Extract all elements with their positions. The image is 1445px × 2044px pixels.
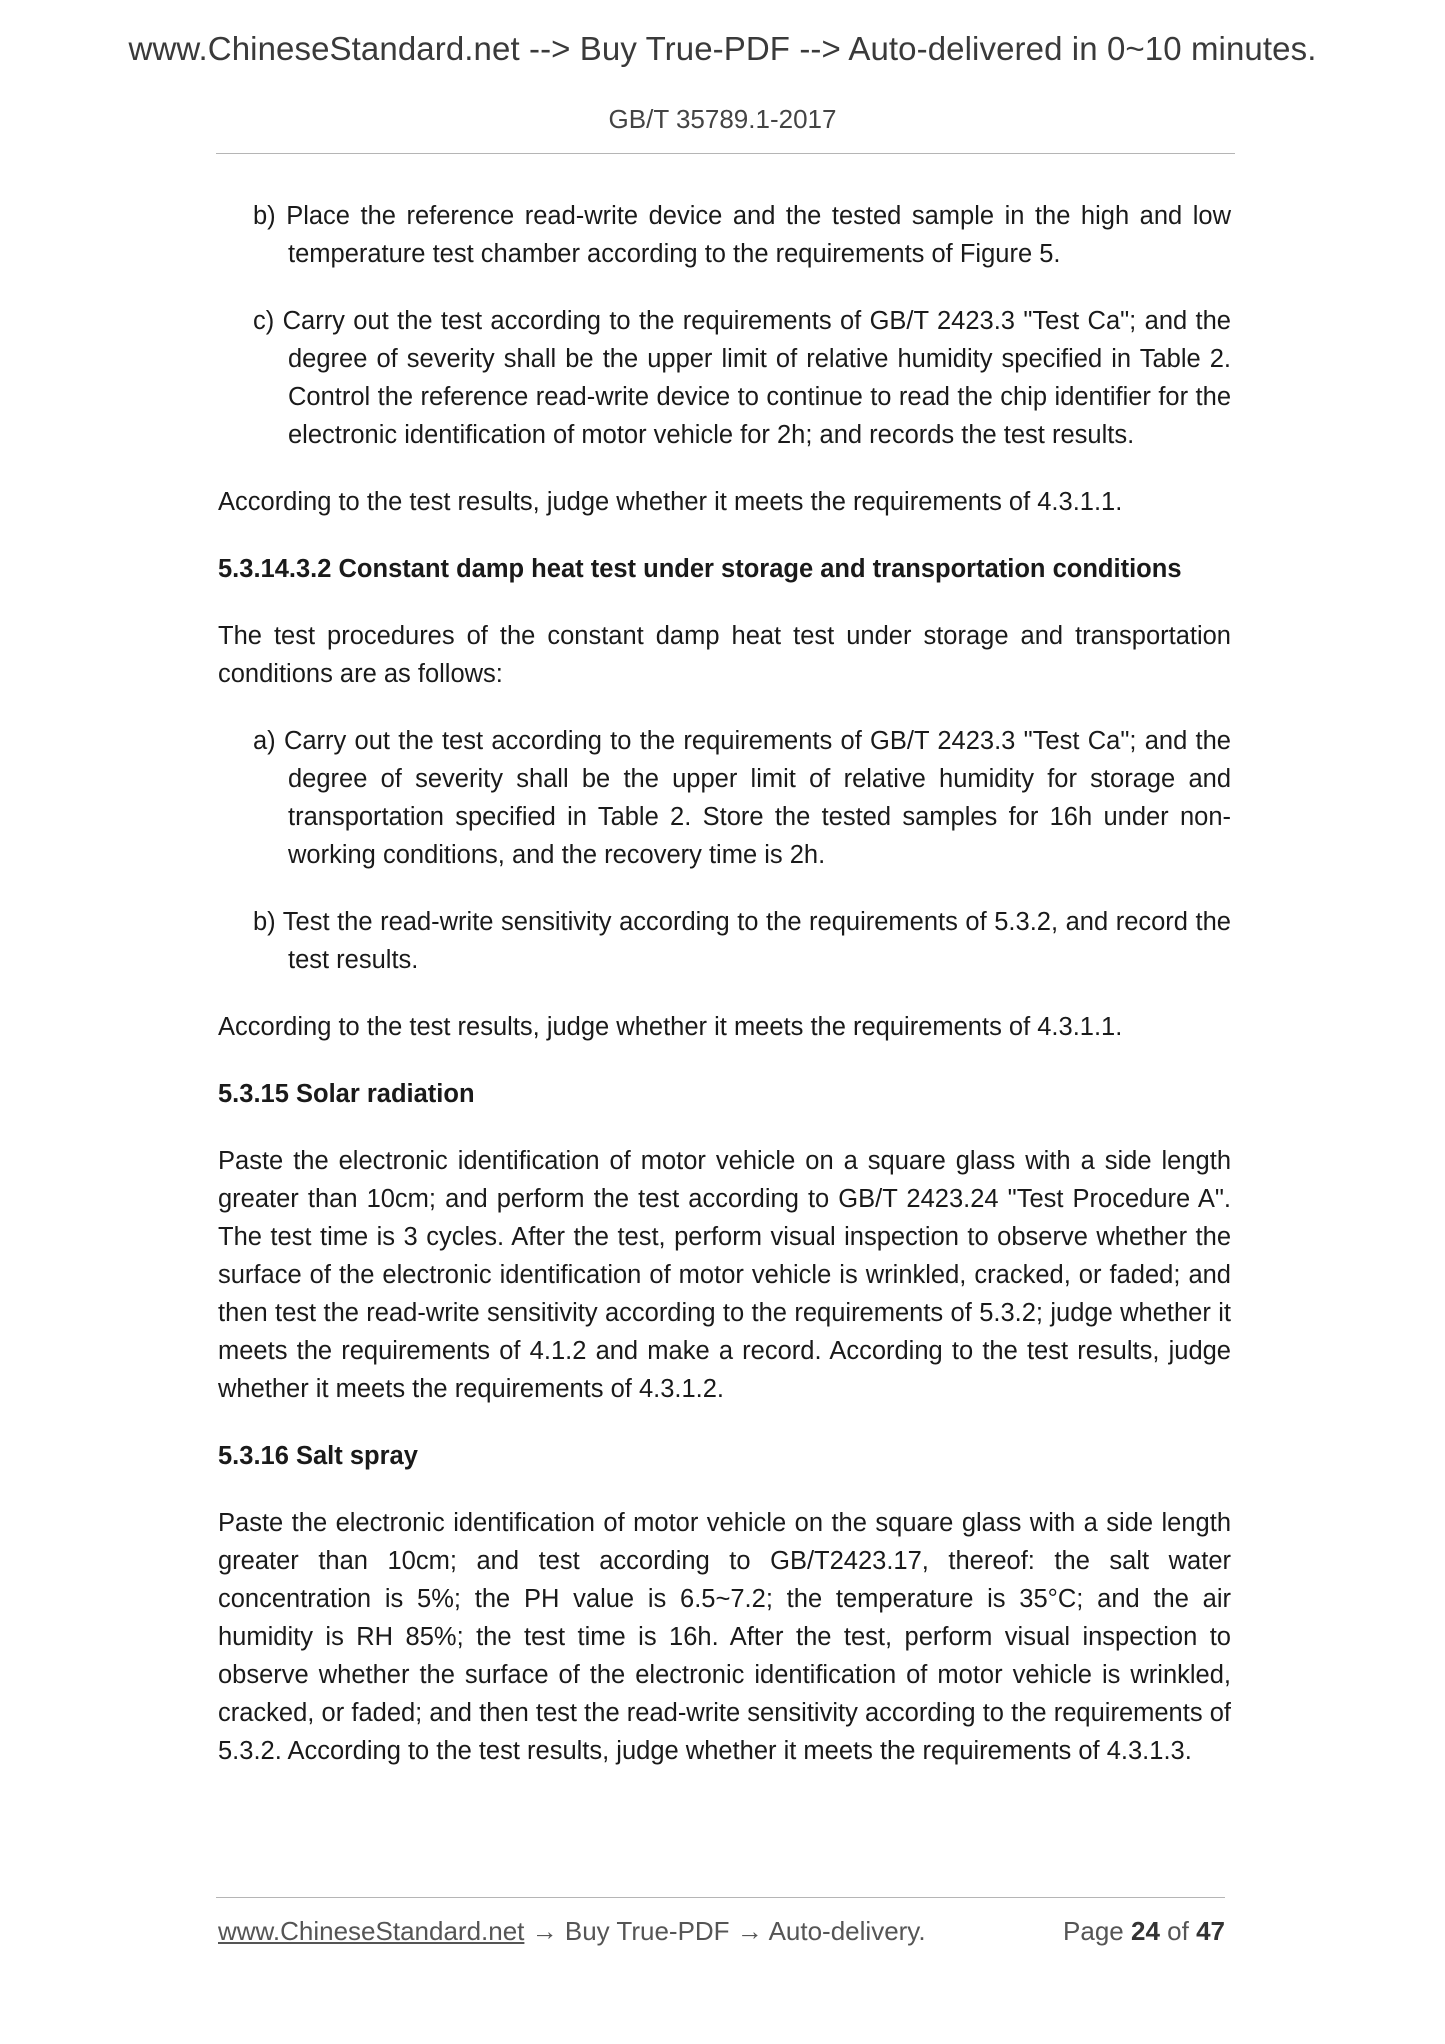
procedure-intro: The test procedures of the constant damp heat test under storage and transportation conditions are as follows: bbox=[218, 622, 1231, 688]
list-item-b-sensitivity: b) Test the read-write sensitivity according to the requirements of 5.3.2, and record the test results. bbox=[253, 908, 1231, 974]
footer-site-link[interactable]: www.ChineseStandard.net bbox=[218, 1916, 525, 1946]
page-footer bbox=[218, 1916, 1225, 1947]
list-item-b-temperature-chamber: b) Place the reference read-write device and the tested sample in the high and low temperature test chamber according to the requirements of Figure 5. bbox=[253, 202, 1231, 268]
salt-spray-paragraph: Paste the electronic identification of motor vehicle on the square glass with a side length greater than 10cm; and test according to GB/T2423.17, thereof: the salt water concentration is 5%; the PH value is 6.5~7.2; the temperature is 35°C; and the air humidity is RH 85%; the test time is 16h. After the test, perform visual inspection to observe whether the surface of the electronic identification of motor vehicle is wrinkled, cracked, or faded; and then test the read-write sensitivity according to the requirements of 5.3.2. According to the test results, judge whether it meets the requirements of 4.3.1.3. bbox=[218, 1509, 1231, 1765]
document-header: GB/T 35789.1-2017 bbox=[608, 104, 837, 134]
solar-radiation-paragraph: Paste the electronic identification of motor vehicle on a square glass with a side length greater than 10cm; and perform the test according to GB/T 2423.24 "Test Procedure A". The test time is 3 cycles. After the test, perform visual inspection to observe whether the surface of the electronic identification of motor vehicle is wrinkled, cracked, or faded; and then test the read-write sensitivity according to the requirements of 5.3.2; judge whether it meets the requirements of 4.1.2 and make a record. According to the test results, judge whether it meets the requirements of 4.3.1.2. bbox=[218, 1147, 1231, 1403]
top-banner: www.ChineseStandard.net --> Buy True-PDF --> Auto-delivered in 0~10 minutes. bbox=[128, 30, 1317, 67]
section-heading-5-3-14-3-2: 5.3.14.3.2 Constant damp heat test under storage and transportation conditions bbox=[218, 555, 1182, 583]
current-page-number: 24 bbox=[1131, 1916, 1160, 1946]
page-indicator bbox=[1063, 1916, 1225, 1947]
section-heading-5-3-15: 5.3.15 Solar radiation bbox=[218, 1080, 475, 1108]
page-label: Page bbox=[1063, 1916, 1124, 1946]
footer-divider bbox=[216, 1897, 1225, 1898]
list-item-a-storage-test: a) Carry out the test according to the requirements of GB/T 2423.3 "Test Ca"; and the degree of severity shall be the upper limit of relative humidity for storage and transportation specified in Table 2. Store the tested samples for 16h under non-working conditions, and the recovery time is 2h. bbox=[253, 727, 1231, 869]
of-label: of bbox=[1167, 1916, 1189, 1946]
total-pages: 47 bbox=[1196, 1916, 1225, 1946]
header-divider bbox=[216, 153, 1235, 154]
page-body bbox=[218, 197, 1231, 1770]
section-heading-5-3-16: 5.3.16 Salt spray bbox=[218, 1442, 418, 1470]
judgement-paragraph: According to the test results, judge whether it meets the requirements of 4.3.1.1. bbox=[218, 1013, 1123, 1041]
footer-tagline: → Buy True-PDF → Auto-delivery. bbox=[524, 1916, 926, 1946]
judgement-paragraph: According to the test results, judge whether it meets the requirements of 4.3.1.1. bbox=[218, 488, 1123, 516]
list-item-c-test-ca: c) Carry out the test according to the requirements of GB/T 2423.3 "Test Ca"; and the degree of severity shall be the upper limit of relative humidity specified in Table 2. Control the reference read-write device to continue to read the chip identifier for the electronic identification of motor vehicle for 2h; and records the test results. bbox=[253, 307, 1231, 449]
